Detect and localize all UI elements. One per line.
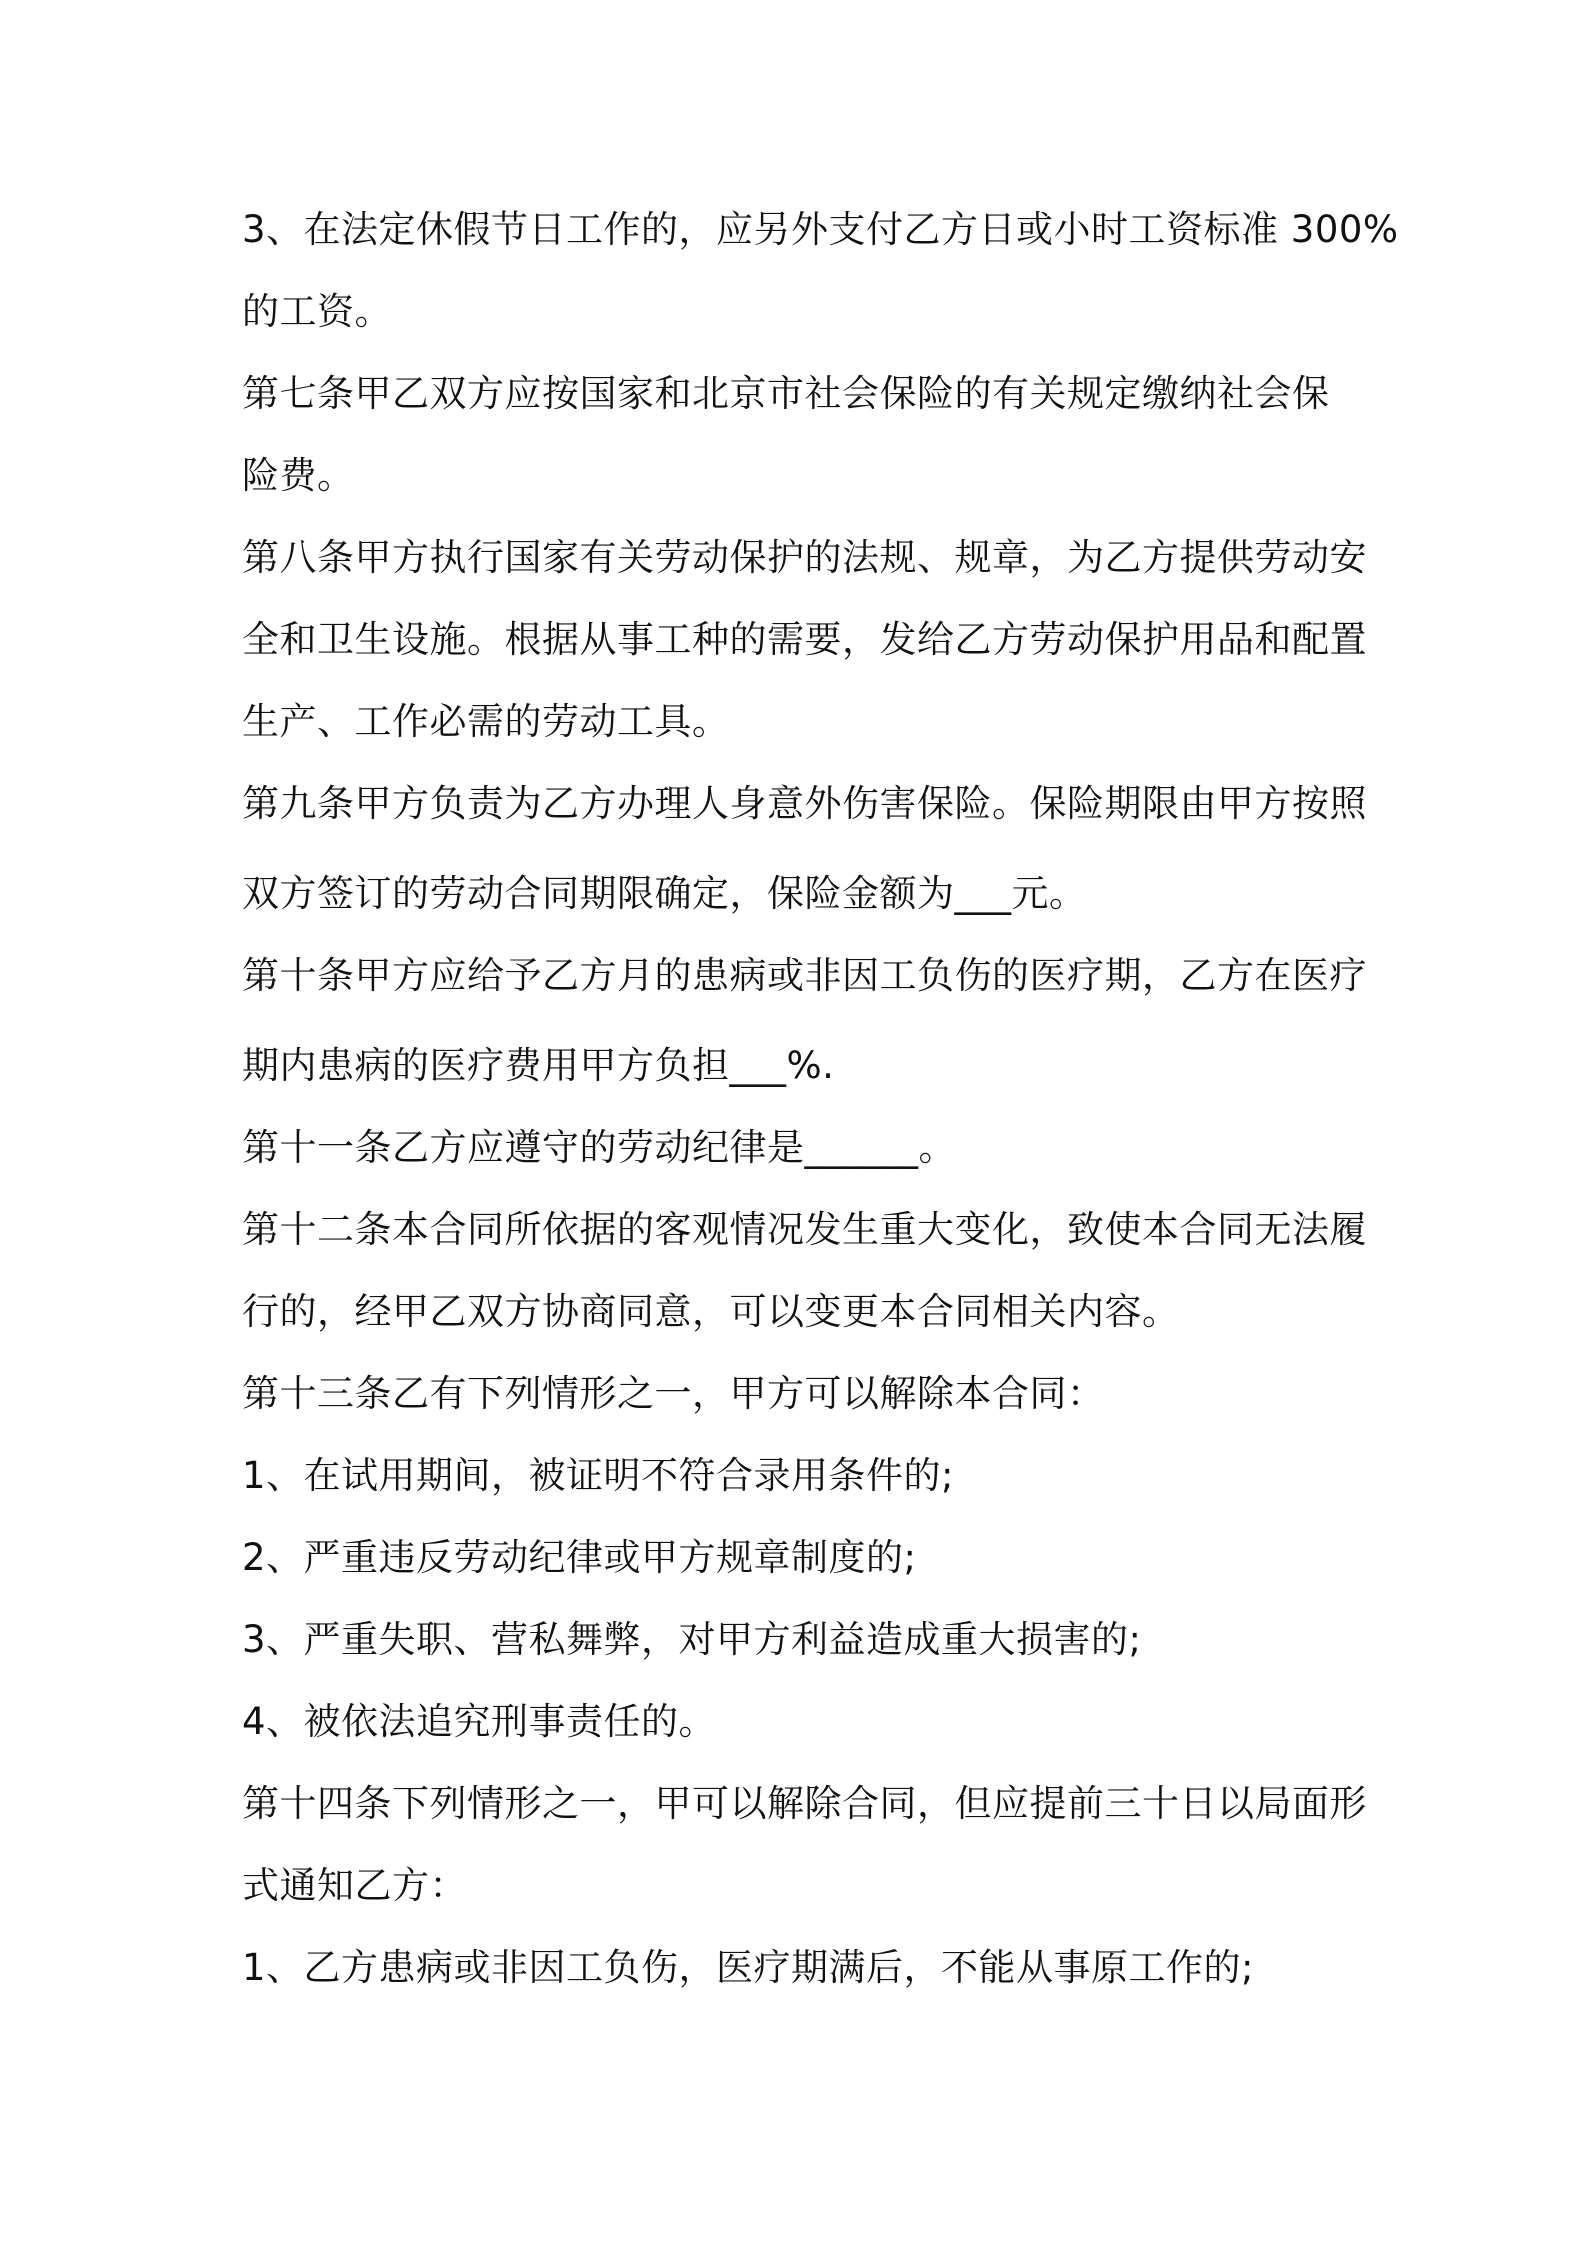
text-line: 第十三条乙有下列情形之一，甲方可以解除本合同： [242,1372,1105,1415]
text-line: 第九条甲方负责为乙方办理人身意外伤害保险。保险期限由甲方按照 [242,782,1367,825]
text-line: 第七条甲乙双方应按国家和北京市社会保险的有关规定缴纳社会保 [242,372,1330,415]
text-line: 2、严重违反劳动纪律或甲方规章制度的; [242,1536,917,1579]
text-line: 险费。 [242,454,355,497]
text-line: 1、在试用期间，被证明不符合录用条件的; [242,1454,955,1497]
text-line: 式通知乙方： [242,1864,467,1907]
text-line: 行的，经甲乙双方协商同意，可以变更本合同相关内容。 [242,1290,1180,1333]
text-line: 全和卫生设施。根据从事工种的需要，发给乙方劳动保护用品和配置 [242,618,1367,661]
text-line: 3、在法定休假节日工作的，应另外支付乙方日或小时工资标准 300% [242,208,1399,251]
text-line: 的工资。 [242,290,392,333]
text-line: 第十一条乙方应遵守的劳动纪律是______。 [242,1126,956,1169]
text-line: 第八条甲方执行国家有关劳动保护的法规、规章，为乙方提供劳动安 [242,536,1367,579]
text-line: 期内患病的医疗费用甲方负担___%. [242,1044,835,1087]
text-line: 生产、工作必需的劳动工具。 [242,700,730,743]
text-line: 第十二条本合同所依据的客观情况发生重大变化，致使本合同无法履 [242,1208,1367,1251]
text-line: 4、被依法追究刑事责任的。 [242,1700,717,1743]
text-line: 3、严重失职、营私舞弊，对甲方利益造成重大损害的; [242,1618,1142,1661]
text-line: 1、乙方患病或非因工负伤，医疗期满后，不能从事原工作的; [242,1946,1255,1989]
document-body [242,200,1399,2020]
text-line: 双方签订的劳动合同期限确定，保险金额为___元。 [242,872,1087,915]
text-line: 第十四条下列情形之一，甲可以解除合同，但应提前三十日以局面形 [242,1782,1367,1825]
text-line: 第十条甲方应给予乙方月的患病或非因工负伤的医疗期，乙方在医疗 [242,954,1367,997]
